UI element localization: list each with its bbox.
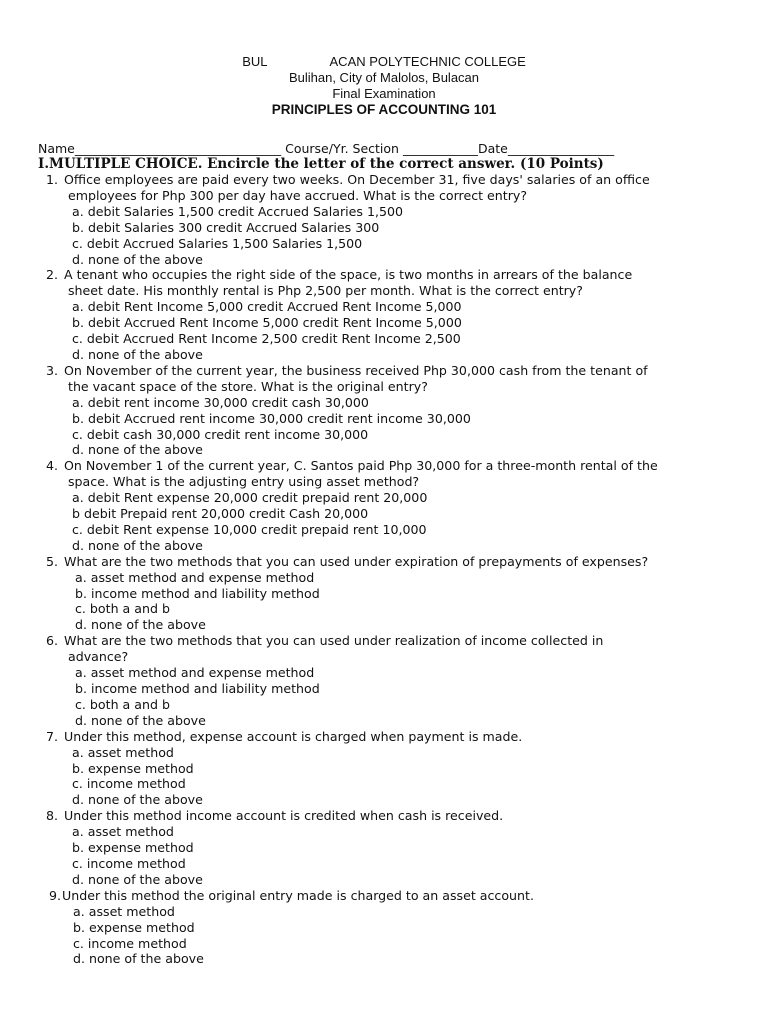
school-address: Bulihan, City of Malolos, Bulacan	[288, 70, 480, 85]
question-9	[0, 888, 768, 968]
question-6	[0, 633, 768, 728]
question-stem-line: the vacant space of the store. What is the original entry?	[68, 378, 428, 394]
option-list	[62, 904, 738, 968]
question-3	[0, 363, 768, 458]
question-stem-line: What are the two methods that you can used under expiration of prepayments of expenses?	[64, 553, 649, 569]
option-b[interactable]: b. expense method	[72, 760, 194, 776]
option-b[interactable]: b. debit Accrued rent income 30,000 credit rent income 30,000	[72, 410, 471, 426]
option-list	[64, 204, 738, 268]
question-number: 3.	[46, 362, 59, 378]
question-stem	[64, 729, 738, 745]
option-list	[64, 490, 738, 554]
option-list	[64, 824, 738, 888]
question-stem-line: On November 1 of the current year, C. Santos paid Php 30,000 for a three-month rental of the	[64, 458, 658, 474]
option-d[interactable]: d. none of the above	[73, 951, 204, 967]
question-stem	[64, 172, 738, 204]
question-number: 5.	[46, 553, 59, 569]
option-c[interactable]: c. debit Accrued Rent Income 2,500 credit Rent Income 2,500	[72, 331, 461, 347]
question-stem-line: Under this method, expense account is charged when payment is made.	[64, 728, 523, 744]
question-stem	[64, 363, 738, 395]
option-d[interactable]: d. none of the above	[72, 442, 203, 458]
option-a[interactable]: a. debit rent income 30,000 credit cash 30,000	[72, 394, 369, 410]
option-d[interactable]: d. none of the above	[72, 792, 203, 808]
option-c[interactable]: c. debit Accrued Salaries 1,500 Salaries 1,500	[72, 235, 363, 251]
option-a[interactable]: a. asset method	[72, 824, 174, 840]
question-number: 9.	[49, 887, 62, 903]
question-stem-line: space. What is the adjusting entry using asset method?	[68, 474, 420, 490]
option-b[interactable]: b. income method and liability method	[75, 585, 320, 601]
question-8	[0, 808, 768, 888]
option-c[interactable]: c. debit Rent expense 10,000 credit prepaid rent 10,000	[72, 521, 427, 537]
question-stem-line: Office employees are paid every two weeks. On December 31, five days' salaries of an office	[64, 172, 650, 187]
option-b[interactable]: b. debit Accrued Rent Income 5,000 credit Rent Income 5,000	[72, 315, 462, 331]
question-4	[0, 458, 768, 553]
question-stem	[64, 554, 738, 570]
option-d[interactable]: d. none of the above	[72, 251, 203, 267]
option-list	[64, 395, 738, 459]
question-stem	[64, 633, 738, 665]
question-stem	[64, 267, 738, 299]
question-2	[0, 267, 768, 362]
question-stem-line: advance?	[68, 649, 129, 665]
question-stem-line: Under this method the original entry made is charged to an asset account.	[62, 887, 534, 903]
option-a[interactable]: a. asset method and expense method	[75, 665, 315, 681]
exam-type: Final Examination	[332, 86, 436, 101]
option-b[interactable]: b. expense method	[72, 840, 194, 856]
option-b[interactable]: b. expense method	[73, 919, 195, 935]
exam-header	[0, 54, 768, 118]
school-name	[0, 54, 768, 70]
question-7	[0, 729, 768, 809]
question-stem	[64, 808, 738, 824]
option-list	[64, 745, 738, 809]
question-number: 2.	[46, 267, 59, 283]
option-c[interactable]: c. income method	[72, 855, 186, 871]
option-d[interactable]: d. none of the above	[72, 537, 203, 553]
question-1	[0, 172, 768, 267]
question-number: 8.	[46, 808, 59, 824]
question-stem-line: employees for Php 300 per day have accrued. What is the correct entry?	[68, 187, 528, 203]
option-c[interactable]: c. debit cash 30,000 credit rent income 30,000	[72, 426, 369, 442]
question-stem	[64, 458, 738, 490]
question-number: 6.	[46, 633, 59, 649]
option-a[interactable]: a. asset method and expense method	[75, 569, 315, 585]
question-stem-line: What are the two methods that you can used under realization of income collected in	[64, 633, 604, 649]
course-title: PRINCIPLES OF ACCOUNTING 101	[271, 102, 497, 117]
question-number: 1.	[46, 172, 59, 187]
option-a[interactable]: a. debit Salaries 1,500 credit Accrued Salaries 1,500	[72, 203, 403, 219]
question-stem-line: Under this method income account is credited when cash is received.	[64, 808, 504, 824]
school-name-right: ACAN POLYTECHNIC COLLEGE	[329, 54, 526, 69]
option-b[interactable]: b. debit Salaries 300 credit Accrued Salaries 300	[72, 219, 380, 235]
option-c[interactable]: c. income method	[72, 776, 186, 792]
option-b[interactable]: b debit Prepaid rent 20,000 credit Cash 20,000	[72, 506, 369, 522]
option-list	[64, 570, 738, 634]
option-c[interactable]: c. income method	[73, 935, 187, 951]
school-name-left: BUL	[242, 54, 268, 69]
option-d[interactable]: d. none of the above	[75, 712, 206, 728]
student-info-line: Name_________________________________ Course/Yr. Section ____________Date_________________	[38, 141, 615, 156]
question-stem-line: sheet date. His monthly rental is Php 2,500 per month. What is the correct entry?	[68, 283, 583, 299]
option-a[interactable]: a. debit Rent expense 20,000 credit prepaid rent 20,000	[72, 490, 428, 506]
question-stem	[62, 888, 738, 904]
section-title: I.MULTIPLE CHOICE. Encircle the letter of the correct answer. (10 Points)	[38, 156, 604, 172]
option-a[interactable]: a. debit Rent Income 5,000 credit Accrued Rent Income 5,000	[72, 299, 462, 315]
question-number: 7.	[46, 728, 59, 744]
question-stem-line: On November of the current year, the business received Php 30,000 cash from the tenant of	[64, 362, 648, 378]
question-stem-line: A tenant who occupies the right side of the space, is two months in arrears of the balance	[64, 267, 633, 283]
option-d[interactable]: d. none of the above	[75, 617, 206, 633]
option-d[interactable]: d. none of the above	[72, 871, 203, 887]
question-5	[0, 554, 768, 634]
option-c[interactable]: c. both a and b	[75, 696, 170, 712]
question-list	[0, 172, 768, 967]
option-list	[64, 665, 738, 729]
option-c[interactable]: c. both a and b	[75, 601, 170, 617]
option-a[interactable]: a. asset method	[73, 903, 175, 919]
option-b[interactable]: b. income method and liability method	[75, 681, 320, 696]
question-number: 4.	[46, 458, 59, 474]
option-a[interactable]: a. asset method	[72, 744, 174, 760]
option-list	[64, 299, 738, 363]
option-d[interactable]: d. none of the above	[72, 346, 203, 362]
